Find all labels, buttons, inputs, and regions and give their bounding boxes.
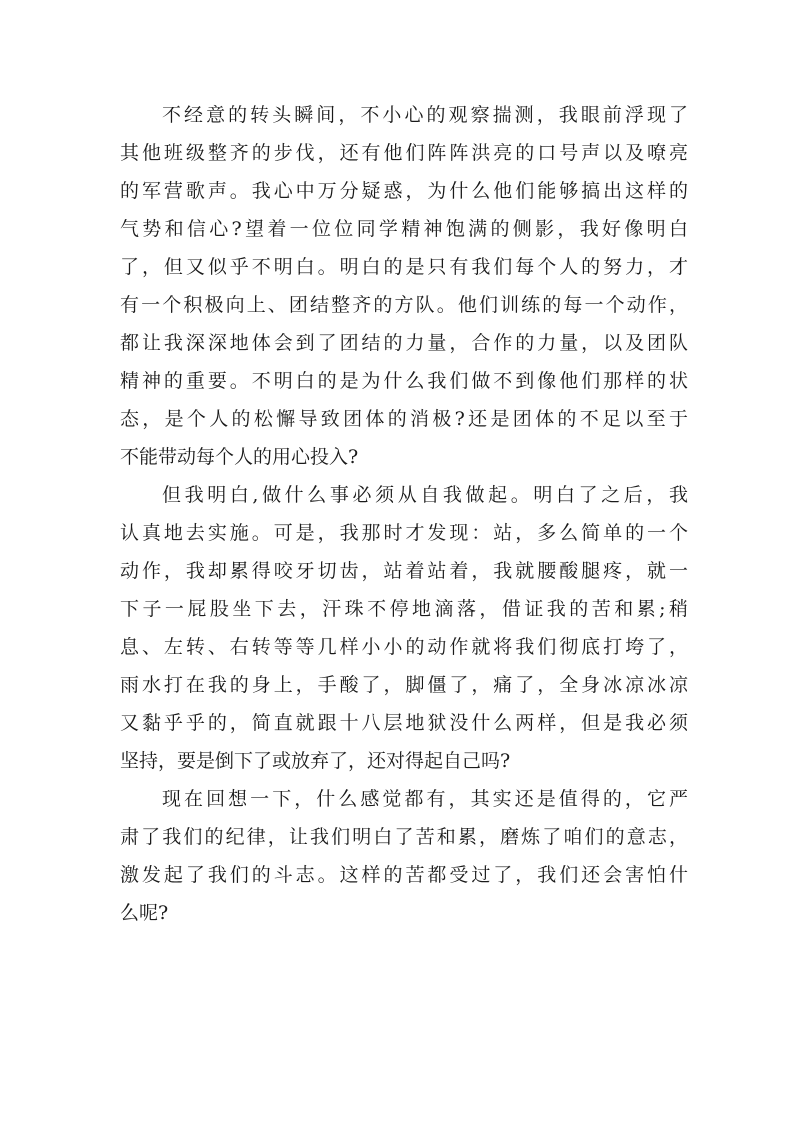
text-line: 现在回想一下，什么感觉都有，其实还是值得的，它严 — [162, 788, 688, 810]
text-line: 雨水打在我的身上，手酸了，脚僵了，痛了，全身冰凉冰凉 — [120, 674, 688, 696]
text-line: 的军营歌声。我心中万分疑惑，为什么他们能够搞出这样的 — [120, 180, 688, 202]
text-line: 坚持，要是倒下了或放弃了，还对得起自己吗? — [120, 750, 511, 772]
text-line: 气势和信心?望着一位位同学精神饱满的侧影，我好像明白 — [120, 218, 688, 240]
text-line: 有一个积极向上、团结整齐的方队。他们训练的每一个动作， — [120, 294, 688, 316]
text-line: 都让我深深地体会到了团结的力量，合作的力量，以及团队 — [120, 332, 688, 354]
text-line: 其他班级整齐的步伐，还有他们阵阵洪亮的口号声以及嘹亮 — [120, 142, 688, 164]
text-line: 肃了我们的纪律，让我们明白了苦和累，磨炼了咱们的意志， — [120, 826, 688, 848]
text-line: 又黏乎乎的，简直就跟十八层地狱没什么两样，但是我必须 — [120, 712, 688, 734]
text-line: 精神的重要。不明白的是为什么我们做不到像他们那样的状 — [120, 370, 688, 392]
text-line: 下子一屁股坐下去，汗珠不停地滴落，借证我的苦和累;稍 — [120, 598, 688, 620]
text-line: 了，但又似乎不明白。明白的是只有我们每个人的努力，才 — [120, 256, 688, 278]
text-line: 息、左转、右转等等几样小小的动作就将我们彻底打垮了， — [120, 636, 688, 658]
text-line: 认真地去实施。可是，我那时才发现：站，多么简单的一个 — [120, 522, 688, 544]
paragraph-2 — [120, 476, 688, 780]
body-text — [120, 96, 688, 932]
text-line: 么呢? — [120, 902, 169, 924]
paragraph-3 — [120, 780, 688, 932]
text-line: 动作，我却累得咬牙切齿，站着站着，我就腰酸腿疼，就一 — [120, 560, 688, 582]
text-line: 态，是个人的松懈导致团体的消极?还是团体的不足以至于 — [120, 408, 688, 430]
text-line: 不能带动每个人的用心投入? — [120, 446, 359, 468]
text-line: 但我明白,做什么事必须从自我做起。明白了之后，我 — [162, 484, 688, 506]
text-line: 激发起了我们的斗志。这样的苦都受过了，我们还会害怕什 — [120, 864, 688, 886]
text-line: 不经意的转头瞬间，不小心的观察揣测，我眼前浮现了 — [162, 104, 688, 126]
paragraph-1 — [120, 96, 688, 476]
